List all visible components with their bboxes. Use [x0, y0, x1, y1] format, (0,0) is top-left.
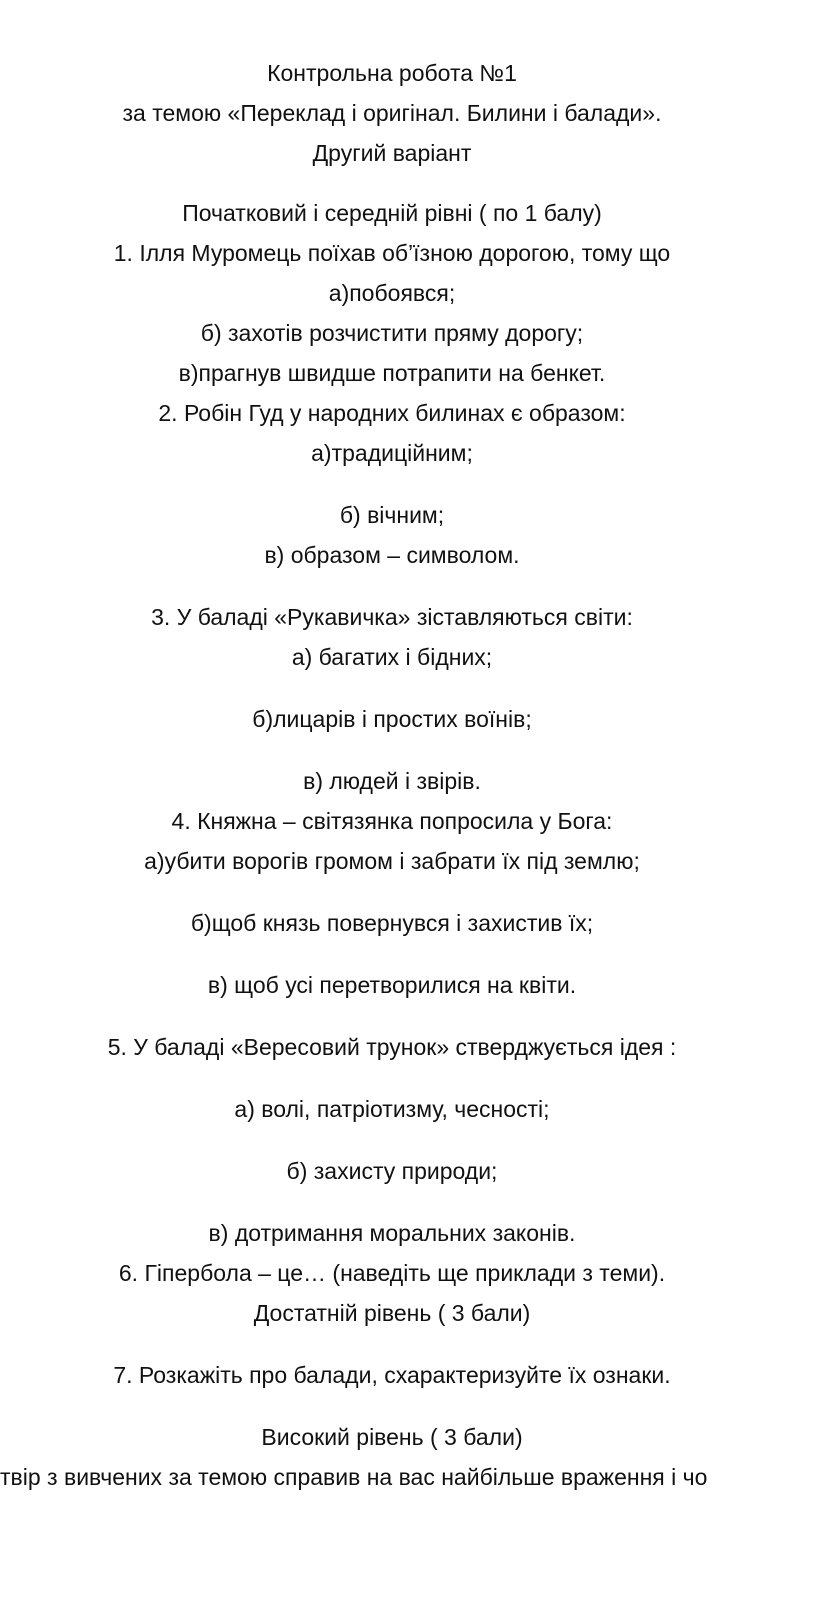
- question-5: 5. У баладі «Вересовий трунок» стверджується ідея :: [107, 1034, 677, 1060]
- question-4-option-c: в) щоб усі перетворилися на квіти.: [207, 972, 577, 998]
- question-1: 1. Ілля Муромець поїхав об’їзною дорогою, тому що: [113, 240, 671, 266]
- section-basic: Початковий і середній рівні ( по 1 балу): [182, 200, 602, 226]
- document-variant: Другий варіант: [312, 140, 472, 166]
- question-1-option-a: а)побоявся;: [328, 280, 456, 306]
- question-5-option-b: б) захисту природи;: [286, 1158, 498, 1184]
- section-sufficient: Достатній рівень ( 3 бали): [253, 1300, 531, 1326]
- question-1-option-c: в)прагнув швидше потрапити на бенкет.: [178, 360, 606, 386]
- question-3-option-c: в) людей і звірів.: [303, 768, 481, 794]
- question-4-option-b: б)щоб князь повернувся і захистив їх;: [190, 910, 594, 936]
- question-2-option-b: б) вічним;: [339, 502, 445, 528]
- question-3: 3. У баладі «Рукавичка» зіставляються світи:: [151, 604, 633, 630]
- question-3-option-b: б)лицарів і простих воїнів;: [252, 706, 532, 732]
- question-2-option-a: а)традиційним;: [311, 440, 473, 466]
- question-7: 7. Розкажіть про балади, схарактеризуйте їх ознаки.: [113, 1362, 671, 1388]
- question-4-option-a: а)убити ворогів громом і забрати їх під землю;: [144, 848, 640, 874]
- question-1-option-b: б) захотів розчистити пряму дорогу;: [200, 320, 584, 346]
- document-topic: за темою «Переклад і оригінал. Билини і балади».: [122, 100, 662, 126]
- question-2: 2. Робін Гуд у народних билинах є образом:: [158, 400, 626, 426]
- section-high: Високий рівень ( 3 бали): [261, 1424, 523, 1450]
- question-5-option-a: а) волі, патріотизму, чесності;: [234, 1096, 550, 1122]
- question-2-option-c: в) образом – символом.: [264, 542, 520, 568]
- question-8: твір з вивчених за темою справив на вас найбільше враження і чо: [0, 1464, 708, 1490]
- question-6: 6. Гіпербола – це… (наведіть ще приклади з теми).: [118, 1260, 666, 1286]
- question-4: 4. Княжна – світязянка попросила у Бога:: [171, 808, 613, 834]
- question-3-option-a: а) багатих і бідних;: [291, 644, 493, 670]
- question-5-option-c: в) дотримання моральних законів.: [208, 1220, 576, 1246]
- document-title: Контрольна робота №1: [267, 60, 517, 86]
